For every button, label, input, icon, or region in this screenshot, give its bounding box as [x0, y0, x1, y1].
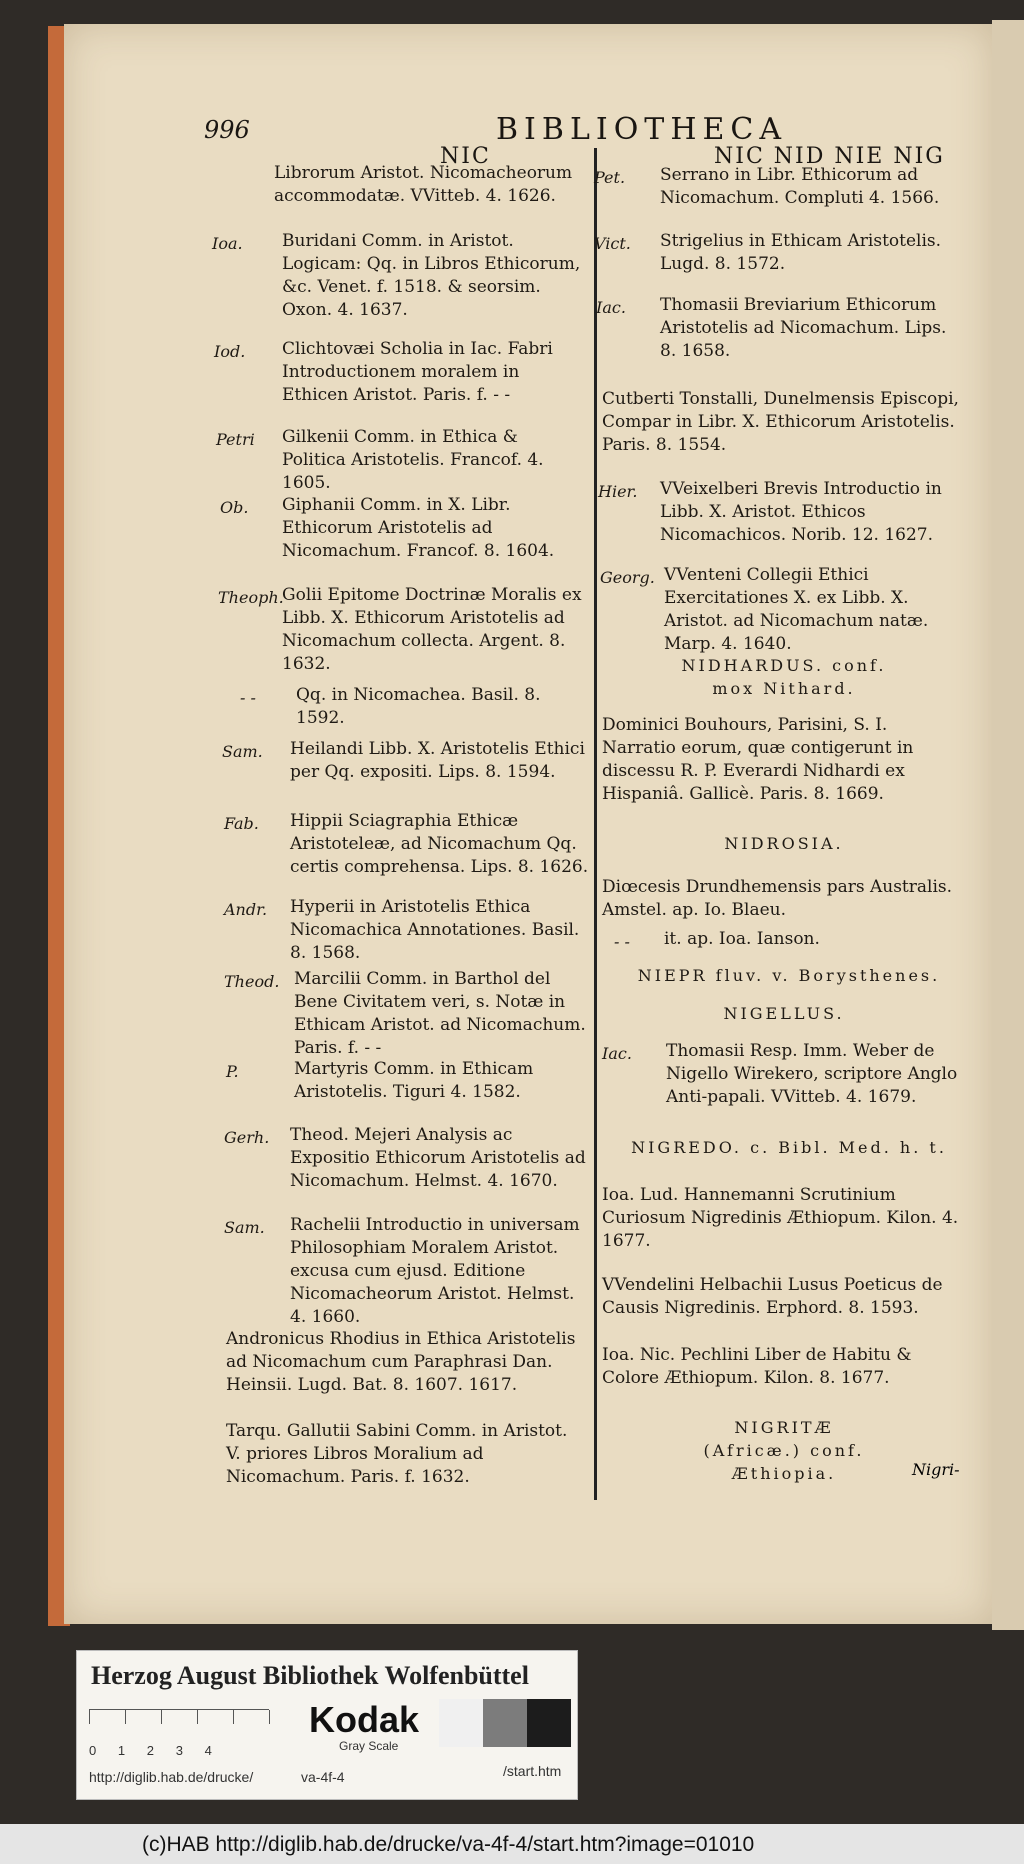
entry-text: Cutberti Tonstalli, Dunelmensis Episcopi, Compar in Libr. X. Ethicorum Aristotelis. Paris. 8. 1554.: [602, 389, 959, 455]
left-column-head: NIC: [440, 144, 491, 169]
entry-label: Fab.: [224, 814, 259, 833]
gray-scale-label: Gray Scale: [339, 1739, 399, 1753]
entry-label: Pet.: [594, 168, 626, 187]
scale-tick: [89, 1710, 90, 1724]
entry-label: Theod.: [224, 972, 280, 991]
entry-label: Gerh.: [224, 1128, 270, 1147]
entry-label: Vict.: [594, 234, 631, 253]
scale-tick: [233, 1710, 234, 1724]
section-heading: NIGRITÆ (Africæ.) conf. Æthiopia.: [703, 1418, 865, 1483]
entry-text: Qq. in Nicomachea. Basil. 8. 1592.: [296, 685, 541, 728]
entry-text: Clichtovæi Scholia in Iac. Fabri Introductionem moralem in Ethicen Aristot. Paris. f. - -: [282, 339, 553, 405]
gray-swatch-white: [439, 1699, 483, 1747]
column-rule: [594, 148, 597, 1500]
page-number: 996: [204, 116, 250, 144]
entry-text: VVeixelberi Brevis Introductio in Libb. X. Aristot. Ethicos Nicomachicos. Norib. 12. 1627.: [660, 479, 942, 545]
entry-label: Ob.: [220, 498, 249, 517]
section-heading: NIDROSIA.: [724, 834, 844, 853]
entry-label: - -: [614, 932, 630, 951]
gray-swatch-black: [527, 1699, 571, 1747]
entry-text: Rachelii Introductio in universam Philosophiam Moralem Aristot. excusa cum ejusd. Editione Nicomacheorum Aristot. Helmst. 4. 1660.: [290, 1215, 580, 1327]
entry-label: Hier.: [598, 482, 638, 501]
entry-label: - -: [240, 688, 256, 707]
book-page: [64, 24, 992, 1624]
library-title: Herzog August Bibliothek Wolfenbüttel: [91, 1661, 529, 1690]
entry-text: Ioa. Nic. Pechlini Liber de Habitu & Colore Æthiopum. Kilon. 8. 1677.: [602, 1345, 912, 1388]
library-slip: [76, 1650, 578, 1800]
url-left: http://diglib.hab.de/drucke/: [89, 1769, 254, 1785]
entry-label: Andr.: [224, 900, 268, 919]
scale-bar: [89, 1709, 269, 1740]
scale-tick: [269, 1710, 270, 1724]
url-mid: va-4f-4: [301, 1769, 345, 1785]
entry-text: Serrano in Libr. Ethicorum ad Nicomachum. Compluti 4. 1566.: [660, 165, 940, 208]
scale-tick: [161, 1710, 162, 1724]
facing-page-strip: [992, 20, 1024, 1630]
entry-text: Marcilii Comm. in Barthol del Bene Civitatem veri, s. Notæ in Ethicam Aristot. ad Nicomachum. Paris. f. - -: [294, 969, 586, 1058]
entry-text: Hippii Sciagraphia Ethicæ Aristoteleæ, ad Nicomachum Qq. certis comprehensa. Lips. 8. 1626.: [290, 811, 589, 877]
entry-label: Theoph.: [218, 588, 284, 607]
entry-text: Thomasii Breviarium Ethicorum Aristotelis ad Nicomachum. Lips. 8. 1658.: [660, 295, 947, 361]
scale-numbers: 0 1 2 3 4: [89, 1743, 212, 1758]
entry-text: Golii Epitome Doctrinæ Moralis ex Libb. X. Ethicorum Aristotelis ad Nicomachum collecta. Argent. 8. 1632.: [282, 585, 582, 674]
entry-text: Theod. Mejeri Analysis ac Expositio Ethicorum Aristotelis ad Nicomachum. Helmst. 4. 1670.: [290, 1125, 586, 1191]
section-heading: NIDHARDUS. conf. mox Nithard.: [681, 656, 887, 698]
entry-text: Tarqu. Gallutii Sabini Comm. in Aristot. V. priores Libros Moralium ad Nicomachum. Paris. f. 1632.: [226, 1421, 568, 1487]
entry-label: Georg.: [600, 568, 655, 587]
scale-tick: [125, 1710, 126, 1724]
kodak-logo: Kodak: [309, 1699, 420, 1740]
entry-text: Dominici Bouhours, Parisini, S. I. Narratio eorum, quæ contigerunt in discessu R. P. Everardi Nidhardi ex Hispaniâ. Gallicè. Paris. 8. 1669.: [602, 715, 914, 804]
entry-text: Librorum Aristot. Nicomacheorum accommodatæ. VVitteb. 4. 1626.: [274, 163, 573, 206]
entry-label: Iac.: [596, 298, 626, 317]
entry-label: Sam.: [222, 742, 263, 761]
entry-label: Iod.: [214, 342, 246, 361]
url-right: /start.htm: [503, 1763, 562, 1779]
entry-text: Diœcesis Drundhemensis pars Australis. Amstel. ap. Io. Blaeu.: [602, 877, 953, 920]
entry-label: P.: [226, 1062, 239, 1081]
section-heading: NIEPR fluv. v. Borysthenes.: [637, 966, 941, 985]
entry-text: Strigelius in Ethicam Aristotelis. Lugd. 8. 1572.: [660, 231, 942, 274]
entry-text: VVenteni Collegii Ethici Exercitationes X. ex Libb. X. Aristot. ad Nicomachum natæ. Marp. 4. 1640.: [664, 565, 929, 654]
entry-label: Petri: [216, 430, 255, 449]
entry-label: Iac.: [602, 1044, 632, 1063]
entry-text: Buridani Comm. in Aristot. Logicam: Qq. in Libros Ethicorum, &c. Venet. f. 1518. & seorsim. Oxon. 4. 1637.: [282, 231, 581, 320]
entry-text: Ioa. Lud. Hannemanni Scrutinium Curiosum Nigredinis Æthiopum. Kilon. 4. 1677.: [602, 1185, 959, 1251]
entry-text: Heilandi Libb. X. Aristotelis Ethici per Qq. expositi. Lips. 8. 1594.: [290, 739, 585, 782]
running-head: BIBLIOTHECA: [496, 112, 787, 147]
entry-text: Andronicus Rhodius in Ethica Aristotelis ad Nicomachum cum Paraphrasi Dan. Heinsii. Lugd. Bat. 8. 1607. 1617.: [226, 1329, 576, 1395]
catchword: Nigri-: [912, 1460, 960, 1479]
entry-label: Sam.: [224, 1218, 265, 1237]
credit-text: (c)HAB http://diglib.hab.de/drucke/va-4f-4/start.htm?image=01010: [142, 1833, 755, 1856]
entry-text: Giphanii Comm. in X. Libr. Ethicorum Aristotelis ad Nicomachum. Francof. 8. 1604.: [282, 495, 555, 561]
section-heading: NIGREDO. c. Bibl. Med. h. t.: [631, 1138, 947, 1157]
entry-text: Hyperii in Aristotelis Ethica Nicomachica Annotationes. Basil. 8. 1568.: [290, 897, 580, 963]
right-column-head: NIC NID NIE NIG: [714, 144, 945, 169]
section-heading: NIGELLUS.: [723, 1004, 845, 1023]
entry-text: it. ap. Ioa. Ianson.: [664, 929, 820, 949]
entry-text: VVendelini Helbachii Lusus Poeticus de Causis Nigredinis. Erphord. 8. 1593.: [602, 1275, 943, 1318]
entry-text: Martyris Comm. in Ethicam Aristotelis. Tiguri 4. 1582.: [294, 1059, 534, 1102]
entry-text: Gilkenii Comm. in Ethica & Politica Aristotelis. Francof. 4. 1605.: [282, 427, 544, 493]
entry-text: Thomasii Resp. Imm. Weber de Nigello Wirekero, scriptore Anglo Anti-papali. VVitteb. 4. 1679.: [666, 1041, 958, 1107]
scale-tick: [197, 1710, 198, 1724]
gray-swatch-mid: [483, 1699, 527, 1747]
entry-label: Ioa.: [212, 234, 243, 253]
